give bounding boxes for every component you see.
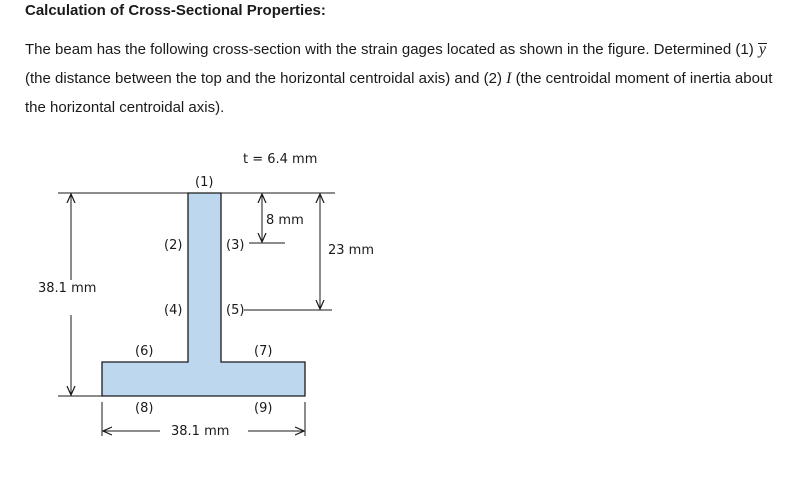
thickness-label: t = 6.4 mm	[243, 152, 318, 167]
gage-depth-label: 23 mm	[328, 243, 375, 258]
gage-label-7: (7)	[254, 344, 273, 359]
page-title: Calculation of Cross-Sectional Properties:	[25, 2, 326, 19]
gage-label-8: (8)	[135, 401, 154, 416]
gage-label-3: (3)	[226, 238, 245, 253]
gage-label-9: (9)	[254, 401, 273, 416]
gage-label-1: (1)	[195, 175, 214, 190]
gage-label-5: (5)	[226, 303, 245, 318]
gage-label-6: (6)	[135, 344, 154, 359]
y-bar-symbol: y	[758, 41, 766, 58]
statement-part-3: (the centroidal moment of inertia about the horizontal centroidal axis).	[25, 70, 773, 116]
height-dimension-label: 38.1 mm	[38, 281, 97, 296]
gage-spacing-label: 8 mm	[266, 213, 304, 228]
statement-part-2: (the distance between the top and the horizontal centroidal axis) and (2)	[25, 70, 507, 87]
width-dimension-label: 38.1 mm	[171, 424, 230, 439]
gage-label-2: (2)	[164, 238, 183, 253]
i-symbol: I	[506, 70, 512, 87]
gage-label-4: (4)	[164, 303, 183, 318]
statement-part-1: The beam has the following cross-section with the strain gages located as shown in the figure. Determined (1)	[25, 41, 758, 58]
